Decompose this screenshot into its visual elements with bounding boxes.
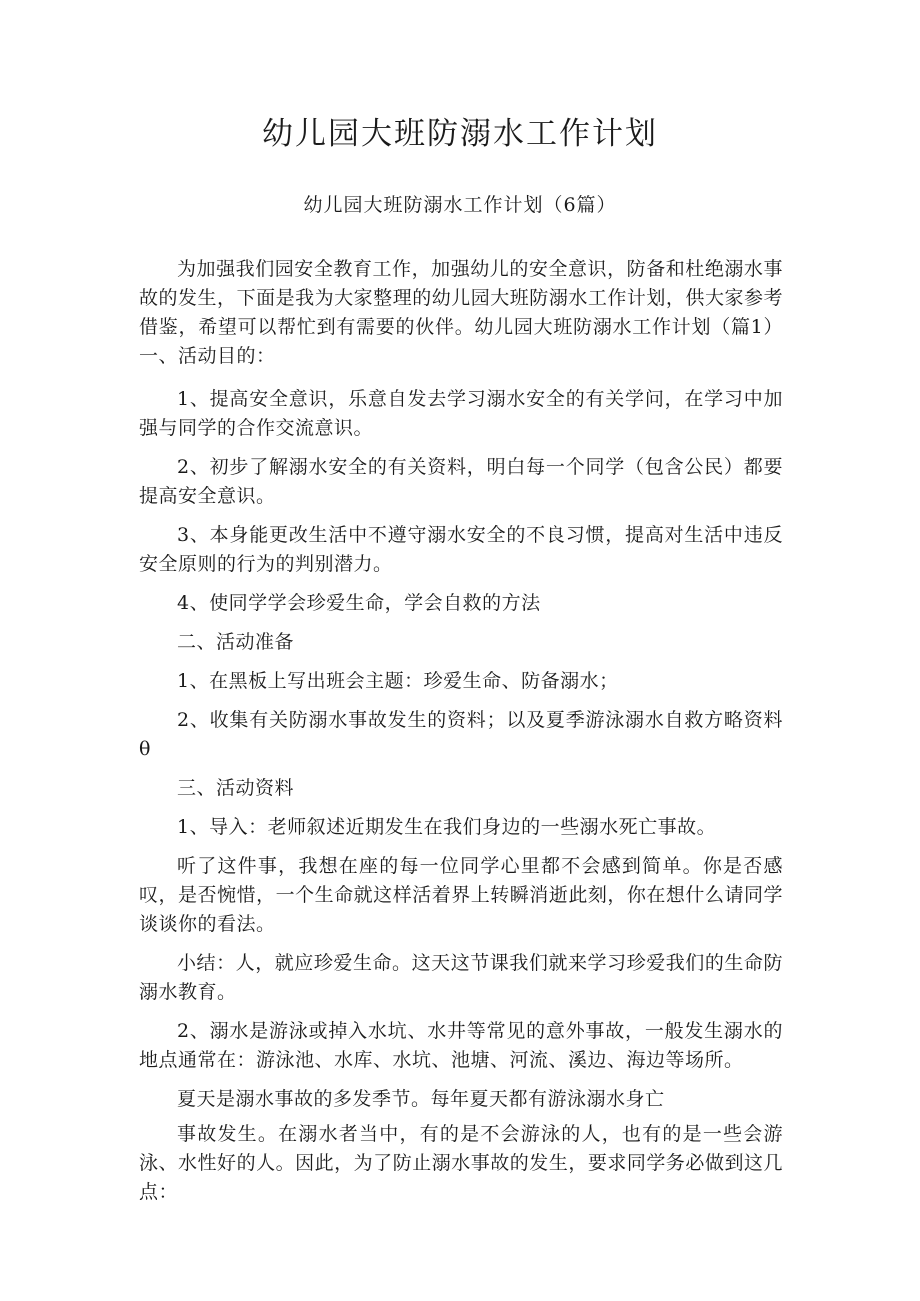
paragraph-prep-1: 1、在黑板上写出班会主题：珍爱生命、防备溺水； xyxy=(177,670,619,692)
paragraph-prep-2: 2、收集有关防溺水事故发生的资料；以及夏季游泳溺水自救方略资料 θ xyxy=(139,709,783,760)
paragraph-goal-2: 2、初步了解溺水安全的有关资料，明白每一个同学（包含公民）都要提高安全意识。 xyxy=(139,456,783,507)
paragraph-goal-3: 3、本身能更改生活中不遵守溺水安全的不良习惯，提高对生活中违反安全原则的行为的判别潜力。 xyxy=(139,524,783,575)
document-title: 幼儿园大班防溺水工作计划 xyxy=(262,116,658,152)
paragraph-goal-4: 4、使同学学会珍爱生命，学会自救的方法 xyxy=(177,592,541,614)
paragraph-drowning-places: 2、溺水是游泳或掉入水坑、水井等常见的意外事故，一般发生溺水的地点通常在：游泳池、水库、水坑、池塘、河流、溪边、海边等场所。 xyxy=(139,1020,783,1071)
paragraph-discussion: 听了这件事，我想在座的每一位同学心里都不会感到简单。你是否感叹，是否惋惜，一个生命就这样活着界上转瞬消逝此刻，你在想什么请同学谈谈你的看法。 xyxy=(139,855,783,935)
paragraph-intro-story: 1、导入：老师叙述近期发生在我们身边的一些溺水死亡事故。 xyxy=(177,816,717,838)
section-heading-preparation: 二、活动准备 xyxy=(177,631,295,653)
paragraph-goal-1: 1、提高安全意识，乐意自发去学习溺水安全的有关学问，在学习中加强与同学的合作交流意识。 xyxy=(139,388,783,439)
document-subtitle: 幼儿园大班防溺水工作计划（6篇） xyxy=(303,194,617,216)
document-body xyxy=(139,255,783,1217)
paragraph-summary: 小结：人，就应珍爱生命。这天这节课我们就来学习珍爱我们的生命防溺水教育。 xyxy=(139,952,783,1003)
paragraph-intro: 为加强我们园安全教育工作，加强幼儿的安全意识，防备和杜绝溺水事故的发生，下面是我为大家整理的幼儿园大班防溺水工作计划，供大家参考借鉴，希望可以帮忙到有需要的伙伴。幼儿园大班防溺水工作计划（篇1）一、活动目的： xyxy=(139,258,783,367)
section-heading-materials: 三、活动资料 xyxy=(177,777,295,799)
paragraph-summer: 夏天是溺水事故的多发季节。每年夏天都有游泳溺水身亡 xyxy=(177,1088,665,1110)
paragraph-requirements: 事故发生。在溺水者当中，有的是不会游泳的人，也有的是一些会游泳、水性好的人。因此，为了防止溺水事故的发生，要求同学务必做到这几点： xyxy=(139,1123,783,1203)
